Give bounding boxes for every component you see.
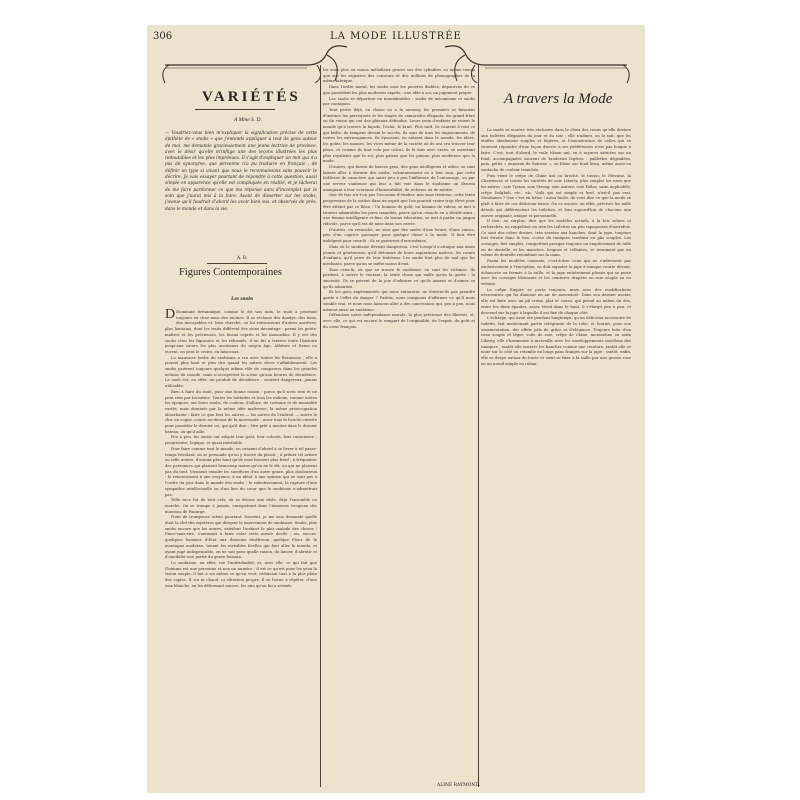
section-dedication: A Mme S. D.	[234, 117, 262, 123]
article-signature: ALINE RAYMOND.	[437, 783, 481, 788]
intro-signoff: A. R.	[237, 256, 248, 261]
article-column-1	[165, 309, 317, 785]
paragraph: Dans l'ordre moral, les snobs sont les pauvres diables, dépourvus de ce que possèdent les plus modestes esprits : une idée à soi, un jugement propre.	[323, 84, 475, 95]
page-number: 306	[153, 31, 173, 42]
paragraph: D'autres, en revanche, ne sont que des snobs d'une heure, d'une saison, pris d'un caprice passager pour quelque chose à la mode. Il faut être indulgent pour ceux-là : ils se guériront d'eux-mêmes.	[323, 226, 475, 244]
section-title-varietes: VARIÉTÉS	[202, 89, 301, 105]
paragraph: Mais où le snobisme devient dangereux, c'est lorsqu'il s'attaque aux âmes jeunes et généreuses, qu'il détourne de leurs aspirations natives, les cœurs d'enfants, qu'il prive de leur fraîcheur. Les snobs font plus de mal que les méchants, parce qu'on se méfie moins d'eux.	[323, 243, 475, 266]
paragraph: Point de trompeuse scène pourtant. Souvent, je me suis demandé quelle était la clef des mystères qui dirigent le mouvement de snobisme. Snobs, plus snobs encore que les autres, satisfont l'instinct le plus malade des choses ! Pince-sans-rire, s'amusant à faire voler cette meute docile ; ou, encore, quelques hommes d'État aux desseins ténébreux, quelque Fleur de la montagne moderne, tenant les invisibles ficelles qui font aller le monde, et ayant jugé indispensable, on ne sait pour quelle raison, de lancer, d'abrutir et d'annihiler une partie du genre humain.	[165, 514, 317, 560]
paragraph: les sons plus ou moins mélodieux graves sur des cylindres ou même temps que sur les registres des censeurs et des millions de phonographes de la même fabrique.	[323, 67, 475, 84]
paragraph: Bien à faire du snob, pour une bonne raison : parce qu'il n'est rien et ne peut rien par lui-même. Toutes les latitudes et tous les milieux, comme toutes les époques, ont leurs snobs, de couleur, d'allure, de costume et de mentalité variés, mais dominés par la même idée maîtresse, la même préoccupation absorbante : faire ce que font les autres — les autres de l'endroit — suivre le chic en vogue, courir au-devant de la nouveauté ; avoir tous la boucle ouverte pour posséder le dernier cri, qui qu'il dise ; être prêt à monter dans le dernier bateau, où qu'il aille.	[165, 388, 317, 434]
paragraph: La mode se montre très exclusive dans le choix des tissus qu'elle destine aux toilettes élégantes du jour et du soir ; elle n'admet, on le sait, que les étoffes idéalement souples et légères, et l'énumération de celles qui se trouvent répondre d'une façon directe à ses préférences n'est pas longue à faire. C'est, tout d'abord, le voile Ninon uni, ou à rayures satinées sur un fond, accompagnées souvent de broderies légères : paillettes dégradées, pois, petits « anneaux de Saturne », ou blanc sur fond brun, même aussi en soutache de couleur tranchée.	[481, 127, 631, 172]
paragraph: L'écharpe, qui avait été pendant longtemps, qu'un délicieux accessoire de toilette, fait maintenant partie intégrante de la robe, et fournit, pour son ornementation, des effets jolis de grâce et d'élégance. Toujours faite d'un tissu souple et léger, voile de soie, crêpe de Chine, mousseline ou satin Liberty, elle s'harmonise à merveille avec les enveloppements moelleux des tuniques ; tantôt elle enserre les hanches comme une ceinture, tantôt elle se noue sur le côté ou retombe en longs pans frangés sur la jupe ; tantôt, enfin, elle se drape autour du buste et vient se fixer à la taille par une grosse rose ou un nœud simple en ruban.	[481, 315, 631, 366]
running-title: LA MODE ILLUSTRÉE	[330, 31, 462, 42]
subsection-title: Figures Contemporaines	[179, 267, 282, 278]
paragraph: Et les gens expérimentés qui nous entourent, ne doivent-ils pas prendre garde à l'effet du danger ? Parfois, nous craignons d'affirmer ce qu'il nous semble vrai, et nous nous laissons aller à des concessions qui, peu à peu, nous mènent aussi au snobisme.	[323, 289, 475, 312]
paragraph: Tout petits déjà, en classe ou à la nursery, les premiers se faisaient d'instinct les perroquets et les singes de camarades élégants, du grand frère ou du voisin qui ont des gâteaux défendus. Leurs yeux d'enfants ne voient le monde qu'à travers la façade, l'éclat, le bruit. Plus tard, ils courent à tout ce qui brille, ils rampent devant le succès, ils sont de tous les engouements, de toutes les extravagances. Ils épousent, en entrant dans le monde, les idées, les goûts, les manies, les vices même de la société où ils ont cru trouver leur place, et comme ils font cela par calcul, ils le font avec excès, se montrant plus royalistes que le roi, plus païens que les païens, plus modernes que la mode.	[323, 106, 475, 164]
paragraph: Peu à peu, les snobs ont adopté leur goût, leur volonté, leur conscience ; progressive, logique, et quasi inévitable.	[165, 434, 317, 446]
column-divider-right	[478, 65, 479, 787]
paragraph: La mauvaise herbe du snobisme a cru avec toutes les floraisons ; elle a poussé plus haut et plus dru quand les autres sèves s'affaiblissaient. Les snobs jouèrent toujours quelque infime rôle de comparses dans les grandes actions du monde, mais n'occupèrent la scène qu'aux heures de décadence. Le snob est, en effet, un produit de décadence : souvent dangereux, jamais utilisable.	[165, 354, 317, 389]
column-divider-left	[320, 65, 321, 787]
article-title: Les snobs	[231, 296, 254, 302]
fashion-column	[481, 127, 631, 787]
section-title-a-travers-la-mode: A travers la Mode	[504, 91, 613, 107]
paragraph: Le crêpe Empire se porte toujours, mais avec des modifications nécessaires qui lui donnent un air de nouveauté. Dans son dernier avatar, elle est faite avec un pli creux, plat et cousu, qui prend au milieu du dos, entre les deux épaules, assez étroit dans le haut, il s'élargit peu à peu, et descend sur la jupe à laquelle il est fixé de chaque côté.	[481, 286, 631, 315]
paragraph: Il faut, au surplus, dire que les modèles actuels, à la fois sobres et recherchés, ne rappellent en rien les toilettes un peu tapageuses d'autrefois. Ce sont des robes droites, très serrées aux hanches, dont la jupe, toujours fort étroite dans le bas, s'orne de tuniques tombant en plis souples. Les corsages, fort simples, comportent presque toujours un empiècement de tulle ou de dentelle, et les manches, longues et collantes, se terminent par un volant de dentelle retombant sur la main.	[481, 218, 631, 258]
paragraph: Pour faire comme tout le monde, on consent d'abord à se livrer à tel passe-temps frivolant, on se persuade qu'on y trouve du plaisir ; à prôner tel artiste ou telle œuvre, d'autant plus haut qu'ils vous laissent plus froid ; à fréquenter des personnes qui plaisent beaucoup moins qu'on ne le dit, ou qui ne plaisent pas du tout. Viennent ensuite les sacrifices d'un autre genre, plus douloureux : le renoncement à une croyance, à un idéal, à une opinion qui ne sont pas à l'ordre du jour dans le monde des snobs ; le ralentissement, la rupture d'une sympathie intellectuelle ou d'un lien du cœur que le snobisme n'admettrait pas.	[165, 445, 317, 497]
paragraph: Tous ceux-là, où que se trouve le snobisme, en sont les victimes. Ils perdent, à suivre le courant, la seule chose qui vaille qu'on la garde : la sincérité. Ils se privent de la joie d'admirer ce qu'ils aiment et d'aimer ce qu'ils admirent.	[323, 266, 475, 289]
drop-cap: D	[165, 309, 176, 322]
paragraph: Dominant britannique, comme le dit son nom, le snob a pourtant toujours eu chez nous des racines. Il se réclame des dandys, des lions, des incroyables et, bien cherché, on lui retrouverait d'autres ancêtres, plus lointains, dont les traits différent des siens davantage : parmi les petits-maîtres et les précieuses, les beaux esprits et les muscadins. Il y eut des snobs chez les figurants et les réformés, il en fut à travers toute l'histoire jusqu'aux sœurs les plus anciennes du moyen âge. Athènes et Rome en eurent, on peut le croire, en faisceaux.	[165, 309, 317, 354]
paragraph: Défendons notre indépendance morale, la plus précieuse des libertés, et, avec elle, ce qui est encore le rempart de l'originalité, de l'esprit, du goût et du cœur français.	[323, 312, 475, 329]
paragraph: Le snobisme, en effet, tue l'individualité, et, avec elle, ce qui fait que l'homme est une personne et non un numéro ; il est ce qu'est pour les yeux la vision souple, il fait à soi même ce qu'on veut, réduisant tout à la plus plate des copies. Il n'a ni chaud, ni vibration propre, il se borne à répéter, d'une voix blanche, en les déformant encore, les airs qu'on lui a serinés.	[165, 559, 317, 588]
magazine-page	[147, 25, 645, 793]
section-rule	[207, 263, 267, 264]
paragraph: D'autres, qui furent de braves gens, des gens intelligents et utiles, se sont laissés aller à devenir des snobs, volontairement ou à leur insu, par cette faiblesse de caractère qui saisit peu à peu l'influence de l'entourage, ou par une erreur vaniteuse qui leur a fait voir dans le snobisme un fleuron manquant à leur couronne d'honorabilité, de richesse ou de mérite.	[323, 163, 475, 192]
paragraph: Parmi les modèles courants, c'est-à-dire ceux qui ne s'adressent pas exclusivement à l'exception, on doit signaler la jupe à tunique courte devant, échancrée ou fermée à la taille, et la jupe entièrement plissée qui se porte avec les corsages blousants et les ceintures drapées en soie souple ou en velours.	[481, 258, 631, 286]
paragraph: Telle race fut de tout cela, où se dresse une idole, déjà l'ensemble en marche. On se trompe à jamais, enregistrant dans l'immense troupeau des moutons de Panurge.	[165, 497, 317, 514]
article-column-2	[323, 67, 475, 779]
paragraph: Les snobs se déportent en innombrables : snobs de mécanisme et snobs par contagion.	[323, 95, 475, 107]
paragraph: Que de fois n'a-t-on pas l'occasion d'étudier, non sans tristesse, cette lente progression de la sottise dans un esprit que l'on pouvait croire trop élevé pour être atteint par ce fléau ! Un homme de goût, un homme de valeur, se met à trouver admirables les pires insanités, parce qu'un cénacle en a décidé ainsi ; une femme intelligente et fine, de bonne éducation, se met à parler un jargon ridicule, parce qu'il est de mise dans son cercle.	[323, 192, 475, 226]
intro-paragraph: — Voudriez-vous bien m'expliquer la signification précise de cette épithète de « snobs » que j'entends appliquer à tout de gens autour de moi, me demande gracieusement une jeune lectrice de province, avec le désir qu'elle m'inflige une des leçons illustrées les plus redoutables et les plus imprévues. Il s'agit d'expliquer un mot qui n'a pas de synonyme, que personne n'a pu traduire en français ; de définir un type si vivant que nous le reconnaissons sans pouvoir le décrire. Je vais essayer pourtant de répondre à cette question, aussi simple en apparence qu'elle est compliquée en réalité, et je tâcherai de me faire pardonner ce que ma réponse aura d'incomplet par le soin que j'aurai mis à la faire. Avant de disserter sur les snobs, j'avoue qu'il faudrait d'abord les avoir bien vus, et observés de près, dans le monde et dans la vie.	[165, 131, 317, 212]
title-underline	[195, 109, 275, 110]
paragraph: Puis vient le crêpe de Chine uni ou broché, le tussor, le Messine, la Charmeuse et toutes les variétés de soie Liberty, plus souples les unes que les autres : soie Tyrian, soie Strong, soie Aurore, soie Pallas, satin Asphodèle, crêpe Dalghali, etc., etc. Voilà qui est simple et bref, n'est-il pas vrai, Mesdames ? Que c'est en hélas ! aussi facile, de vous dire ce que la mode se plaît à faire de ces délicieux tissus. On va encore, en effet, préciser les mille détails qui différencient les toilettes, et font aujourd'hui de chacune une œuvre originale, unique et personnelle.	[481, 172, 631, 218]
